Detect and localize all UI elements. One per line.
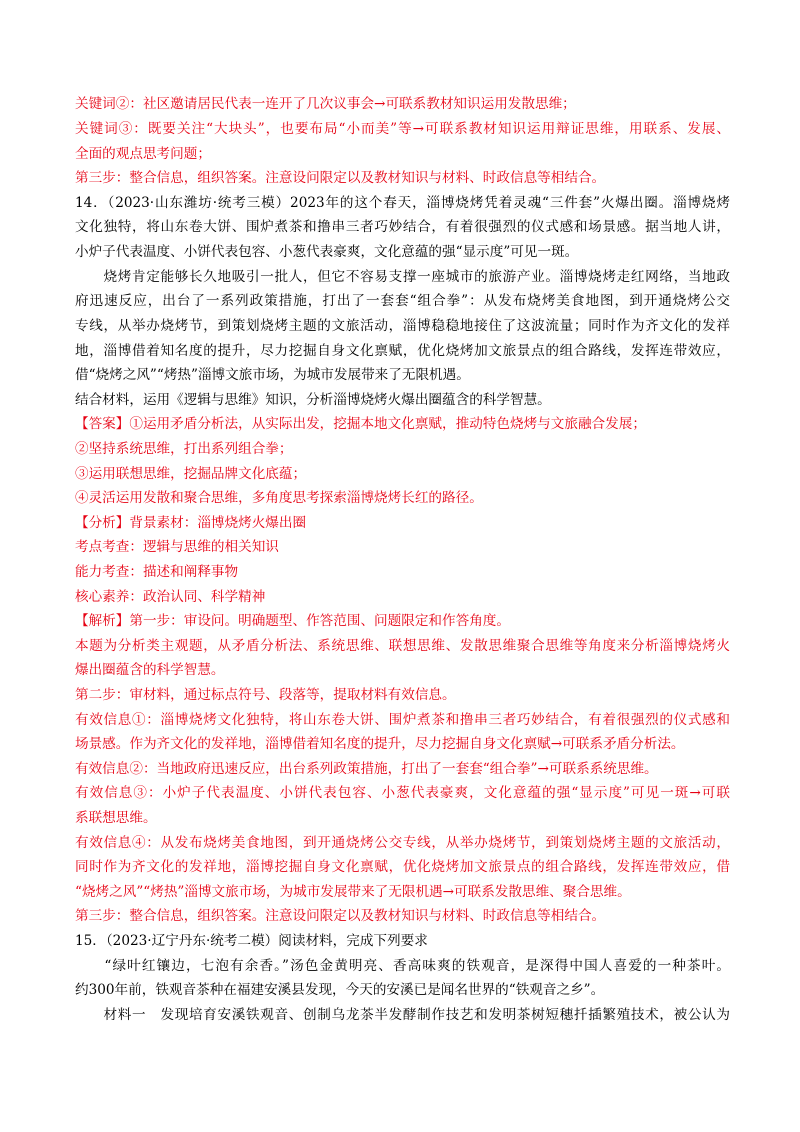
line-text: 第三步：整合信息，组织答案。注意设问限定以及教材知识与材料、时政信息等相结合。 <box>75 908 606 924</box>
analysis-bracket-label: 【分析】 <box>75 515 130 531</box>
question-14-text <box>75 339 730 364</box>
line-text: 14．（2023·山东潍坊·统考三模）2023年的这个春天，淄博烧烤凭着灵魂“三件套”火爆出圈。淄博烧烤 <box>75 195 730 211</box>
line-text: “绿叶红镶边，七泡有余香。”汤色金黄明亮、香高味爽的铁观音，是深得中国人喜爱的一种茶叶。 <box>75 958 730 974</box>
line-text: 关键词②：社区邀请居民代表一连开了几次议事会→可联系教材知识运用发散思维； <box>75 96 576 112</box>
keyword-3-line <box>75 117 730 142</box>
line-text: 系联想思维。 <box>75 810 157 826</box>
keyword-3-continuation <box>75 142 730 167</box>
line-text: 背景素材：淄博烧烤火爆出圈 <box>129 515 307 531</box>
question-14-text <box>75 363 730 388</box>
line-text: 文化独特，将山东卷大饼、围炉煮茶和撸串三者巧妙结合，有着很强烈的仪式感和场景感。据当地人讲， <box>75 219 730 235</box>
question-15-header <box>75 929 730 954</box>
line-text: 能力考查：描述和阐释事物 <box>75 564 239 580</box>
question-14-prompt <box>75 388 730 413</box>
line-text: 借“烧烤之风”“烤热”淄博文旅市场，为城市发展带来了无限机遇。 <box>75 367 470 383</box>
answer-bracket-label: 【答案】 <box>75 416 130 432</box>
question-14-text <box>75 240 730 265</box>
line-text: 本题为分析类主观题，从矛盾分析法、系统思维、联想思维、发散思维聚合思维等角度来分析淄博烧烤火 <box>75 638 730 654</box>
line-text: 有效信息②：当地政府迅速反应，出台系列政策措施，打出了一套套“组合拳”→可联系系统思维。 <box>75 761 658 777</box>
line-text: 有效信息③：小炉子代表温度、小饼代表包容、小葱代表豪爽，文化意蕴的强“显示度”可见一斑→可联 <box>75 785 730 801</box>
line-text: ③运用联想思维，挖掘品牌文化底蕴； <box>75 466 307 482</box>
line-text: ②坚持系统思维，打出系列组合拳； <box>75 441 293 457</box>
question-14-text <box>75 314 730 339</box>
line-text: 第二步：审材料，通过标点符号、段落等，提取材料有效信息。 <box>75 687 456 703</box>
explanation-line <box>75 757 730 782</box>
line-text: ①运用矛盾分析法，从实际出发，挖掘本地文化禀赋，推动特色烧烤与文旅融合发展； <box>129 416 646 432</box>
line-text: 爆出圈蕴含的科学智慧。 <box>75 662 225 678</box>
explanation-line <box>75 880 730 905</box>
explanation-line <box>75 609 730 634</box>
question-14-header <box>75 191 730 216</box>
analysis-line <box>75 560 730 585</box>
explanation-line <box>75 904 730 929</box>
line-text: 约300年前，铁观音茶种在福建安溪县发现，今天的安溪已是闻名世界的“铁观音之乡”。 <box>75 982 605 998</box>
keyword-2-line <box>75 92 730 117</box>
line-text: 第一步：审设问。明确题型、作答范围、问题限定和作答角度。 <box>129 613 510 629</box>
line-text: “烧烤之风”“烤热”淄博文旅市场，为城市发展带来了无限机遇→可联系发散思维、聚合思维。 <box>75 884 631 900</box>
explanation-line <box>75 708 730 733</box>
line-text: 关键词③：既要关注“大块头”，也要布局“小而美”等→可联系教材知识运用辩证思维，用联系、发展、 <box>75 121 730 137</box>
step-3-line <box>75 166 730 191</box>
line-text: 材料一 发现培育安溪铁观音、创制乌龙茶半发酵制作技艺和发明茶树短穗扦插繁殖技术，被公认为 <box>75 1007 730 1023</box>
line-text: 有效信息①：淄博烧烤文化独特，将山东卷大饼、围炉煮茶和撸串三者巧妙结合，有着很强烈的仪式感和 <box>75 712 730 728</box>
line-text: 15．（2023·辽宁丹东·统考二模）阅读材料，完成下列要求 <box>75 933 428 949</box>
analysis-line <box>75 585 730 610</box>
question-15-text <box>75 978 730 1003</box>
line-text: 考点考查：逻辑与思维的相关知识 <box>75 539 279 555</box>
explanation-line <box>75 831 730 856</box>
line-text: 有效信息④：从发布烧烤美食地图，到开通烧烤公交专线，从举办烧烤节，到策划烧烤主题的文旅活动， <box>75 835 730 851</box>
explanation-line <box>75 658 730 683</box>
line-text: 结合材料，运用《逻辑与思维》知识，分析淄博烧烤火爆出圈蕴含的科学智慧。 <box>75 392 551 408</box>
explanation-line <box>75 732 730 757</box>
line-text: 全面的观点思考问题； <box>75 146 211 162</box>
line-text: 府迅速反应，出台了一系列政策措施，打出了一套套“组合拳”：从发布烧烤美食地图，到开通烧烤公交 <box>75 293 730 309</box>
question-14-text <box>75 215 730 240</box>
line-text: 专线，从举办烧烤节，到策划烧烤主题的文旅活动，淄博稳稳地接住了这波流量；同时作为齐文化的发祥 <box>75 318 730 334</box>
explanation-line <box>75 634 730 659</box>
line-text: ④灵活运用发散和聚合思维，多角度思考探索淄博烧烤长红的路径。 <box>75 490 483 506</box>
line-text: 小炉子代表温度、小饼代表包容、小葱代表豪爽，文化意蕴的强“显示度”可见一斑。 <box>75 244 579 260</box>
explanation-line <box>75 855 730 880</box>
question-14-text <box>75 289 730 314</box>
answer-line <box>75 462 730 487</box>
explanation-line <box>75 806 730 831</box>
line-text: 第三步：整合信息，组织答案。注意设问限定以及教材知识与材料、时政信息等相结合。 <box>75 170 606 186</box>
line-text: 烧烤肯定能够长久地吸引一批人，但它不容易支撑一座城市的旅游产业。淄博烧烤走红网络，当地政 <box>75 269 730 285</box>
question-14-text <box>75 265 730 290</box>
answer-line <box>75 486 730 511</box>
line-text: 地，淄博借着知名度的提升，尽力挖掘自身文化禀赋，优化烧烤加文旅景点的组合路线，发挥连带效应， <box>75 343 730 359</box>
line-text: 核心素养：政治认同、科学精神 <box>75 589 266 605</box>
analysis-line <box>75 535 730 560</box>
question-15-text <box>75 1003 730 1028</box>
question-15-text <box>75 954 730 979</box>
explanation-line <box>75 781 730 806</box>
explanation-line <box>75 683 730 708</box>
line-text: 场景感。作为齐文化的发祥地，淄博借着知名度的提升，尽力挖掘自身文化禀赋→可联系矛盾分析法。 <box>75 736 685 752</box>
line-text: 同时作为齐文化的发祥地，淄博挖掘自身文化禀赋，优化烧烤加文旅景点的组合路线，发挥连带效应，借 <box>75 859 730 875</box>
explanation-bracket-label: 【解析】 <box>75 613 130 629</box>
answer-line <box>75 412 730 437</box>
answer-line <box>75 437 730 462</box>
analysis-line <box>75 511 730 536</box>
